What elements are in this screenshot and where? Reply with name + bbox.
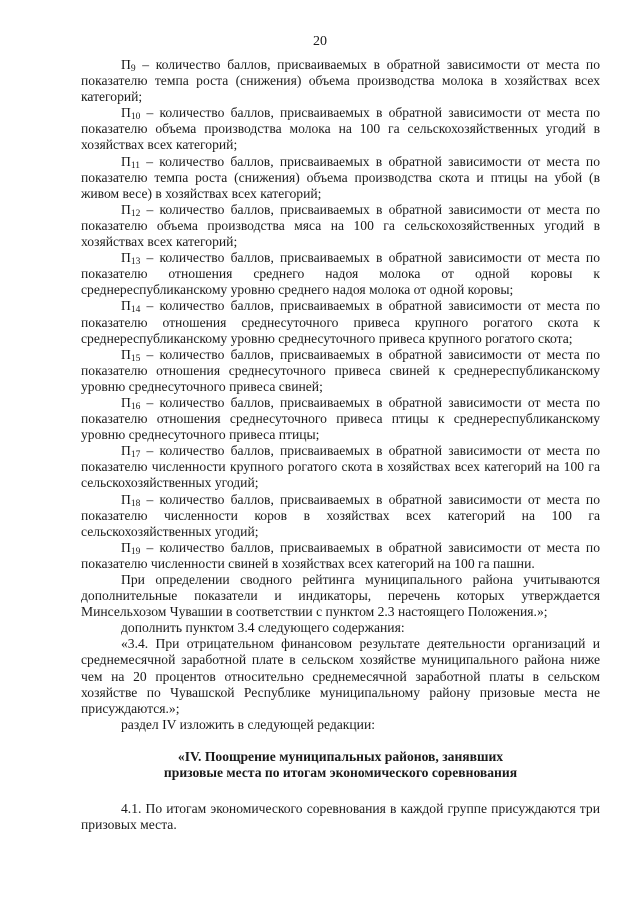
paragraph-clause-3-4: «3.4. При отрицательном финансовом результате деятельности организаций и среднемесячной заработной плате в сельском хозяйстве муниципального района ниже чем на 20 процентов относительно среднемесячной заработной платы в сельском хозяйстве по Чувашской Республике муниципальному району призовые места не присуждаются.»;: [81, 636, 600, 716]
indicator-definition-text: – количество баллов, присваиваемых в обратной зависимости от места по показателю объема производства молока на 100 га сельскохозяйственных угодий в хозяйствах всех категорий;: [81, 105, 600, 153]
indicator-subscript: 10: [130, 112, 141, 123]
indicator-subscript: 15: [130, 353, 141, 364]
indicator-subscript: 14: [130, 305, 141, 316]
indicator-definition: [81, 154, 600, 202]
indicator-symbol: П: [121, 201, 131, 217]
indicator-definition-text: – количество баллов, присваиваемых в обратной зависимости от места по показателю темпа роста (снижения) объема производства молока в хозяйствах всех категорий;: [81, 57, 600, 105]
paragraph-supplement-3-4: дополнить пунктом 3.4 следующего содержания:: [121, 620, 405, 636]
indicator-definition: [81, 492, 600, 540]
indicator-definition: [81, 347, 600, 395]
paragraph-section-iv-intro: раздел IV изложить в следующей редакции:: [121, 716, 376, 732]
indicator-definition-text: – количество баллов, присваиваемых в обратной зависимости от места по показателю численности крупного рогатого скота в хозяйствах всех категорий на 100 га сельскохозяйственных угодий;: [81, 443, 600, 491]
indicator-definition-text: – количество баллов, присваиваемых в обратной зависимости от места по показателю отношения среднесуточного привеса птицы к среднереспубликанскому уровню среднесуточного привеса птицы;: [81, 394, 600, 443]
indicator-definition: [81, 298, 600, 346]
document-body: [81, 57, 600, 833]
indicator-symbol: П: [121, 298, 131, 314]
indicator-definition: [81, 540, 600, 572]
indicator-symbol: П: [121, 346, 131, 362]
section-iv-heading: [81, 749, 600, 782]
indicator-subscript: 19: [130, 546, 141, 557]
indicator-subscript: 12: [130, 208, 141, 219]
indicator-definition-text: – количество баллов, присваиваемых в обратной зависимости от места по показателю объема производства мяса на 100 га сельскохозяйственных угодий в хозяйствах всех категорий;: [81, 201, 600, 250]
section-iv-heading-line-2: призовые места по итогам экономического соревнования: [163, 765, 518, 781]
indicator-symbol: П: [121, 105, 131, 121]
indicator-subscript: 11: [130, 160, 140, 171]
indicator-definition-text: – количество баллов, присваиваемых в обратной зависимости от места по показателю темпа роста (снижения) объема производства скота и птицы на убой (в живом весе) в хозяйствах всех категорий;: [81, 153, 600, 201]
indicator-definition-text: – количество баллов, присваиваемых в обратной зависимости от места по показателю отношения среднесуточного привеса крупного рогатого скота к среднереспубликанскому уровню среднесуточного привеса крупного рогатого скота;: [81, 298, 600, 346]
section-iv-heading-line-1: «IV. Поощрение муниципальных районов, занявших: [177, 748, 504, 764]
page-number: 20: [313, 34, 327, 49]
indicator-subscript: 9: [130, 64, 136, 74]
indicator-definition-text: – количество баллов, присваиваемых в обратной зависимости от места по показателю отношения среднесуточного привеса свиней к среднереспубликанскому уровню среднесуточного привеса свиней;: [81, 346, 600, 394]
indicator-symbol: П: [121, 394, 131, 410]
indicator-subscript: 17: [130, 450, 141, 461]
indicator-subscript: 16: [130, 401, 141, 412]
indicator-symbol: П: [121, 250, 131, 266]
indicator-symbol: П: [121, 443, 131, 459]
paragraph-summary-rating: При определении сводного рейтинга муниципального района учитываются дополнительные показатели и индикаторы, перечень которых утверждается Минсельхозом Чувашии в соответствии с пунктом 2.3 настоящего Положения.»;: [81, 572, 600, 620]
indicator-definition-text: – количество баллов, присваиваемых в обратной зависимости от места по показателю численности свиней в хозяйствах всех категорий на 100 га пашни.: [81, 539, 600, 571]
indicator-definition: [81, 202, 600, 250]
indicator-subscript: 18: [130, 498, 141, 509]
indicator-definition: [81, 105, 600, 153]
indicator-definition: [81, 250, 600, 298]
paragraph-clause-4-1: 4.1. По итогам экономического соревнования в каждой группе присуждаются три призовых места.: [81, 800, 600, 833]
indicator-subscript: 13: [130, 257, 141, 268]
indicator-definition: [81, 395, 600, 443]
indicator-definition: [81, 443, 600, 491]
indicator-definition-text: – количество баллов, присваиваемых в обратной зависимости от места по показателю численности коров в хозяйствах всех категорий на 100 га сельскохозяйственных угодий;: [81, 491, 600, 539]
indicator-definition-text: – количество баллов, присваиваемых в обратной зависимости от места по показателю отношения среднего надоя молока от одной коровы к среднереспубликанскому уровню среднего надоя молока от одной коровы;: [81, 250, 600, 298]
indicator-definitions-list: [81, 57, 600, 572]
indicator-definition: [81, 57, 600, 105]
indicator-symbol: П: [121, 57, 131, 72]
indicator-symbol: П: [121, 539, 131, 555]
indicator-symbol: П: [121, 491, 131, 507]
indicator-symbol: П: [121, 153, 131, 169]
